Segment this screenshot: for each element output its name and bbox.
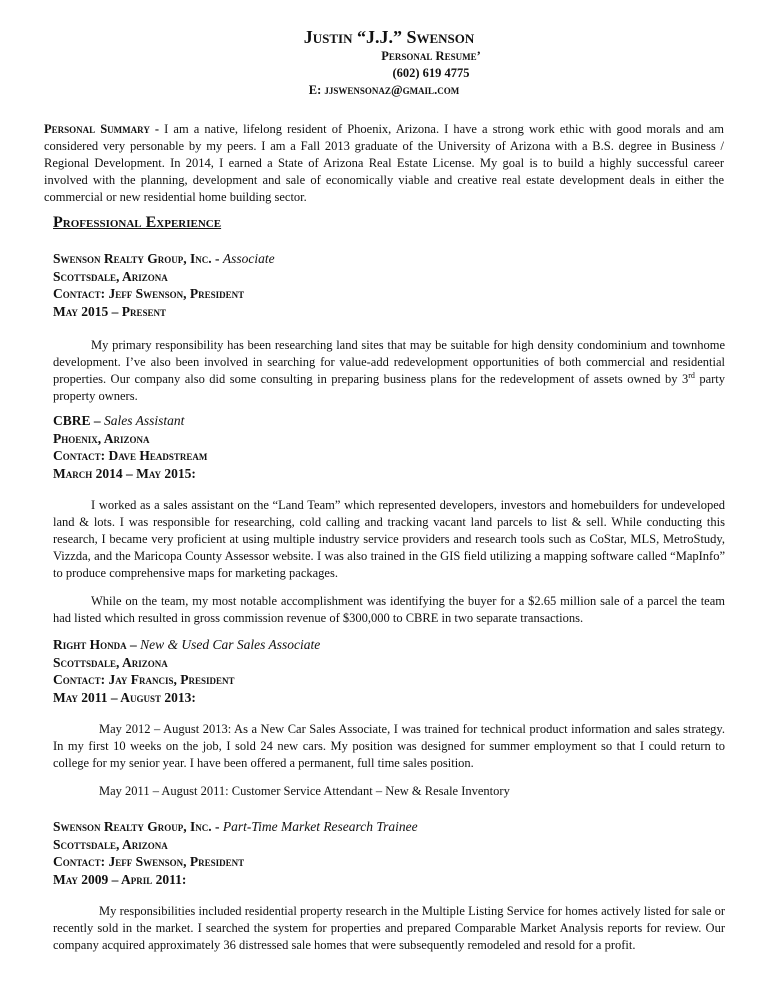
job-company-line [53,636,725,654]
job-contact: Contact: Jay Francis, President [53,672,235,687]
email-address: E: jjswensonaz@gmail.com [308,83,460,97]
summary-heading: Personal Summary - [44,122,160,136]
job-role: New & Used Car Sales Associate [140,637,321,652]
personal-summary [44,121,724,206]
job-company: Right Honda – [53,637,137,652]
job-dates: May 2011 – August 2013: [53,689,196,705]
job-role: Associate [222,251,275,266]
job-role: Sales Assistant [104,413,185,428]
resume-header [0,26,768,99]
job-role: Part-Time Market Research Trainee [222,819,418,834]
job-description: I worked as a sales assistant on the “Land Team” which represented developers, investors and homebuilders for undeveloped land & lots. I was responsible for researching, cold calling and tracking vacant land parcels to list & sell. While conducting this research, I became very proficient at using multiple industry service providers and research tools such as CoStar, MLS, MetroStudy, Vizzda, and the Maricopa County Assessor website. I was also trained in the GIS field utilizing a mapping software called “MapInfo” to produce comprehensive maps for marketing packages. [53,498,725,580]
job-location: Phoenix, Arizona [53,430,150,446]
job-company: Swenson Realty Group, Inc. - [53,819,220,834]
job-company: CBRE – [53,413,101,428]
job-contact: Contact: Dave Headstream [53,448,208,463]
job-entry [53,818,725,954]
job-location: Scottsdale, Arizona [53,268,168,284]
job-description: May 2012 – August 2013: As a New Car Sales Associate, I was trained for technical product information and sales strategy. In my first 10 weeks on the job, I sold 24 new cars. My position was designed for summer employment so that I could return to college for my senior year. I have been offered a permanent, full time sales position. [53,722,725,770]
job-contact: Contact: Jeff Swenson, President [53,854,245,869]
resume-subtitle: Personal Resume’ [381,49,481,63]
phone-number: (602) 619 4775 [392,66,470,80]
job-entry [53,636,725,800]
candidate-name: Justin “J.J.” Swenson [303,27,475,47]
job-entry [53,412,725,627]
job-dates: May 2015 – Present [53,303,167,319]
job-dates: May 2009 – April 2011: [53,871,187,887]
job-description: May 2011 – August 2011: Customer Service Attendant – New & Resale Inventory [99,784,510,798]
job-location: Scottsdale, Arizona [53,836,168,852]
job-company: Swenson Realty Group, Inc. - [53,251,220,266]
job-company-line [53,412,725,430]
job-company-line [53,818,725,836]
job-location: Scottsdale, Arizona [53,654,168,670]
job-entry [53,250,725,405]
job-contact: Contact: Jeff Swenson, President [53,286,245,301]
summary-text: I am a native, lifelong resident of Phoenix, Arizona. I have a strong work ethic with good morals and am considered very personable by my peers. I am a Fall 2013 graduate of the University of Arizona with a B.S. degree in Business / Regional Development. In 2014, I earned a State of Arizona Real Estate License. My goal is to build a highly successful career involved with the planning, development and sale of economically viable and creative real estate development deals in either the commercial or new residential home building sector. [44,122,725,204]
job-description: While on the team, my most notable accomplishment was identifying the buyer for a $2.65 million sale of a parcel the team had listed which resulted in gross commission revenue of $300,000 to CBRE in two separate transactions. [53,594,725,625]
job-description: My primary responsibility has been researching land sites that may be suitable for high density condominium and townhome development. I’ve also been involved in searching for value-add redevelopment opportunities of both commercial and residential properties. Our company also did some consulting in preparing business plans for the redevelopment of assets owned by 3rd party property owners. [53,338,726,403]
job-dates: March 2014 – May 2015: [53,465,196,481]
job-description: My responsibilities included residential property research in the Multiple Listing Service for homes actively listed for sale or recently sold in the market. I searched the system for properties and prepared Comparable Market Analysis reports for review. Our company acquired approximately 36 distressed sale homes that were subsequently remodeled and resold for a profit. [53,904,725,952]
job-company-line [53,250,725,268]
section-title-experience: Professional Experience [53,214,222,231]
